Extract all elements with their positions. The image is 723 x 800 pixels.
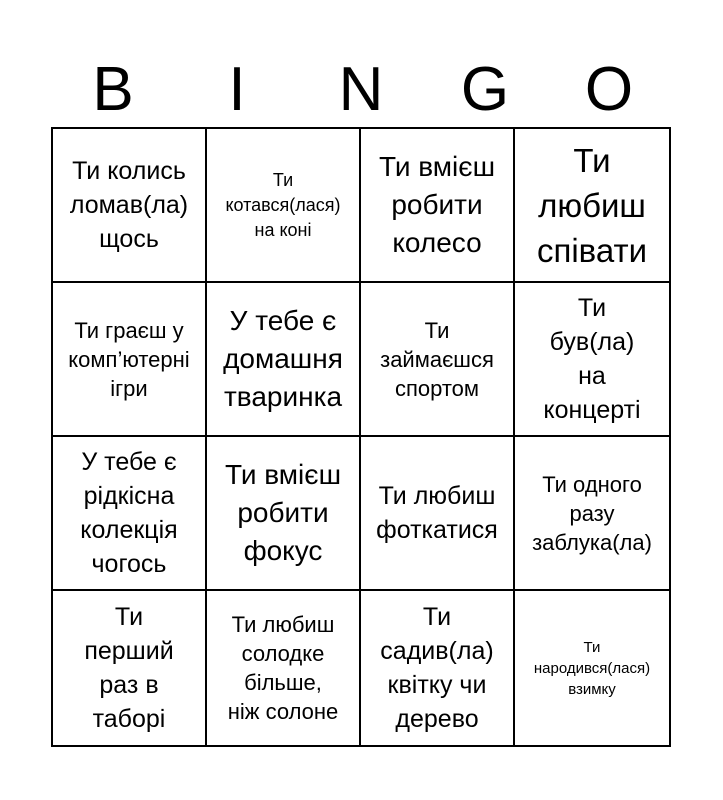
- bingo-cell-text: Ти садив(ла) квітку чи дерево: [380, 603, 494, 733]
- bingo-cell[interactable]: [361, 437, 515, 591]
- bingo-cell-text: Ти одного разу заблука(ла): [532, 471, 652, 555]
- bingo-cell[interactable]: [361, 129, 515, 283]
- bingo-cell-text: У тебе є рідкісна колекція чогось: [80, 448, 178, 578]
- header-letter-i: I: [228, 55, 246, 124]
- header-letter-o: O: [584, 55, 634, 124]
- bingo-cell-text: Ти народився(лася) взимку: [533, 638, 651, 698]
- bingo-cell-text: У тебе є домашня тваринка: [223, 305, 343, 412]
- bingo-cell-text: Ти любиш солодке більше, ніж солоне: [227, 612, 339, 724]
- bingo-cell-text: Ти вмієш робити фокус: [224, 459, 342, 566]
- bingo-board: [51, 127, 671, 747]
- bingo-cell[interactable]: [515, 129, 669, 283]
- bingo-cell[interactable]: [207, 591, 361, 745]
- bingo-cell[interactable]: [53, 437, 207, 591]
- bingo-cell[interactable]: [53, 283, 207, 437]
- bingo-cell[interactable]: [207, 437, 361, 591]
- bingo-cell[interactable]: [515, 591, 669, 745]
- bingo-header: [51, 52, 671, 128]
- bingo-cell-text: Ти вмієш робити колесо: [378, 151, 496, 258]
- bingo-cell-text: Ти був(ла) на концерті: [543, 294, 641, 424]
- bingo-cell-text: Ти перший раз в таборі: [84, 603, 174, 733]
- bingo-cell-text: Ти котався(лася) на коні: [225, 169, 341, 240]
- header-letter-b: B: [92, 55, 134, 124]
- bingo-cell[interactable]: [53, 591, 207, 745]
- bingo-cell-text: Ти колись ломав(ла) щось: [69, 157, 189, 253]
- header-letter-g: G: [460, 55, 510, 124]
- bingo-cell[interactable]: [361, 283, 515, 437]
- bingo-cell-text: Ти любиш фоткатися: [376, 482, 498, 544]
- bingo-cell[interactable]: [53, 129, 207, 283]
- header-letter-n: N: [338, 55, 384, 124]
- bingo-cell[interactable]: [515, 437, 669, 591]
- bingo-cell-text: Ти граєш у комп’ютерні ігри: [68, 317, 190, 401]
- bingo-cell[interactable]: [207, 283, 361, 437]
- bingo-cell[interactable]: [515, 283, 669, 437]
- bingo-cell-text: Ти займаєшся спортом: [380, 317, 494, 401]
- bingo-cell-text: Ти любиш співати: [536, 141, 648, 269]
- bingo-cell[interactable]: [361, 591, 515, 745]
- bingo-cell[interactable]: [207, 129, 361, 283]
